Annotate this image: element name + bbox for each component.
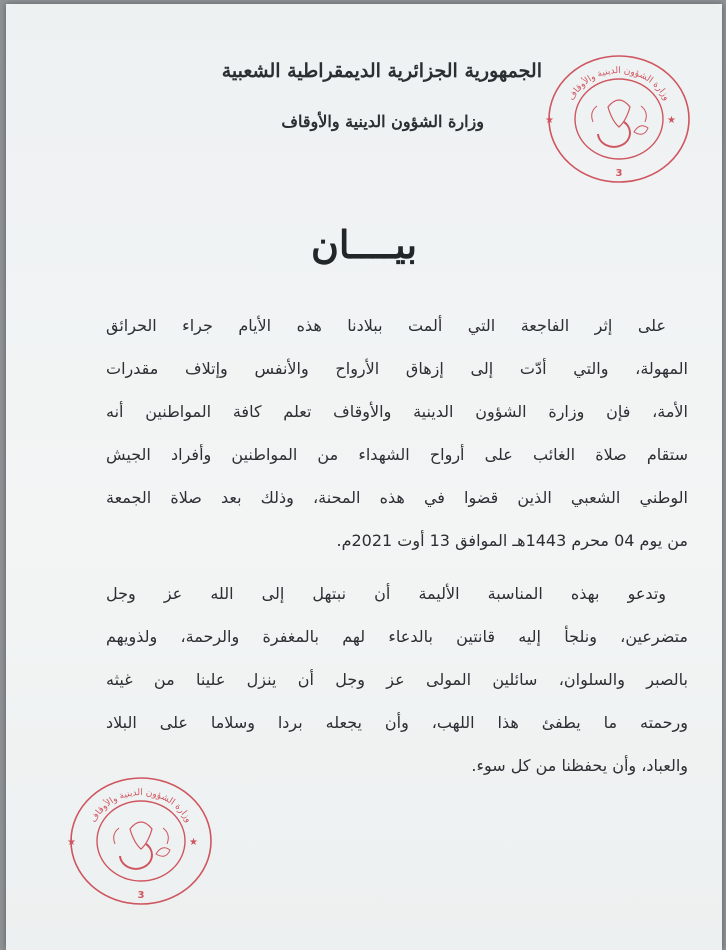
paragraph-line: متضرعين، ونلجأ إليه قانتين بالدعاء لهم بالمغفرة والرحمة، ولذويهم [106, 627, 688, 646]
seal-graphic-bottom [68, 774, 214, 908]
paragraph-line: وتدعو بهذه المناسبة الأليمة أن نبتهل إلى الله عز وجل [106, 584, 666, 603]
paragraph-line: من يوم 04 محرم 1443هـ الموافق 13 أوت 2021م. [336, 531, 688, 550]
paragraph-line: ستقام صلاة الغائب على أرواح الشهداء من المواطنين وأفراد الجيش [106, 445, 688, 464]
seal-graphic-top [546, 52, 692, 186]
paragraph-line: المهولة، والتي أدّت إلى إزهاق الأرواح والأنفس وإتلاف مقدرات [106, 359, 688, 378]
paragraph-line: ورحمته ما يطفئ هذا اللهب، وأن يجعله بردا وسلاما على البلاد [106, 713, 688, 732]
seal-ring-text-top: وزارة الشؤون الدينية والأوقاف [566, 65, 672, 103]
paragraph-line: الأمة، فإن وزارة الشؤون الدينية والأوقاف تعلم كافة المواطنين أنه [106, 402, 688, 421]
document-title: بيــــان [310, 222, 418, 267]
seal-ring-text-bottom: وزارة الشؤون الدينية والأوقاف [88, 787, 194, 825]
svg-text:★: ★ [667, 115, 676, 126]
official-seal-bottom [68, 774, 214, 908]
paragraph-2 [106, 572, 688, 787]
paragraph-1 [106, 304, 688, 562]
paragraph-line: بالصبر والسلوان، سائلين المولى عز وجل أن ينزل علينا من غيثه [106, 670, 688, 689]
header-republic-name: الجمهورية الجزائرية الديمقراطية الشعبية [221, 60, 542, 82]
document-page [6, 4, 722, 950]
seal-number-bottom: 3 [137, 890, 145, 901]
official-seal-top [546, 52, 692, 186]
header-ministry-name: وزارة الشؤون الدينية والأوقاف [281, 112, 484, 131]
paragraph-line: والعباد، وأن يحفظنا من كل سوء. [471, 756, 688, 775]
svg-text:★: ★ [189, 837, 198, 848]
svg-text:★: ★ [68, 837, 76, 848]
paragraph-line: الوطني الشعبي الذين قضوا في هذه المحنة، وذلك بعد صلاة الجمعة [106, 488, 688, 507]
statement-body [106, 304, 688, 787]
seal-number-top: 3 [615, 168, 623, 179]
svg-text:★: ★ [546, 115, 554, 126]
paragraph-line: على إثر الفاجعة التي ألمت ببلادنا هذه الأيام جراء الحرائق [106, 316, 666, 335]
